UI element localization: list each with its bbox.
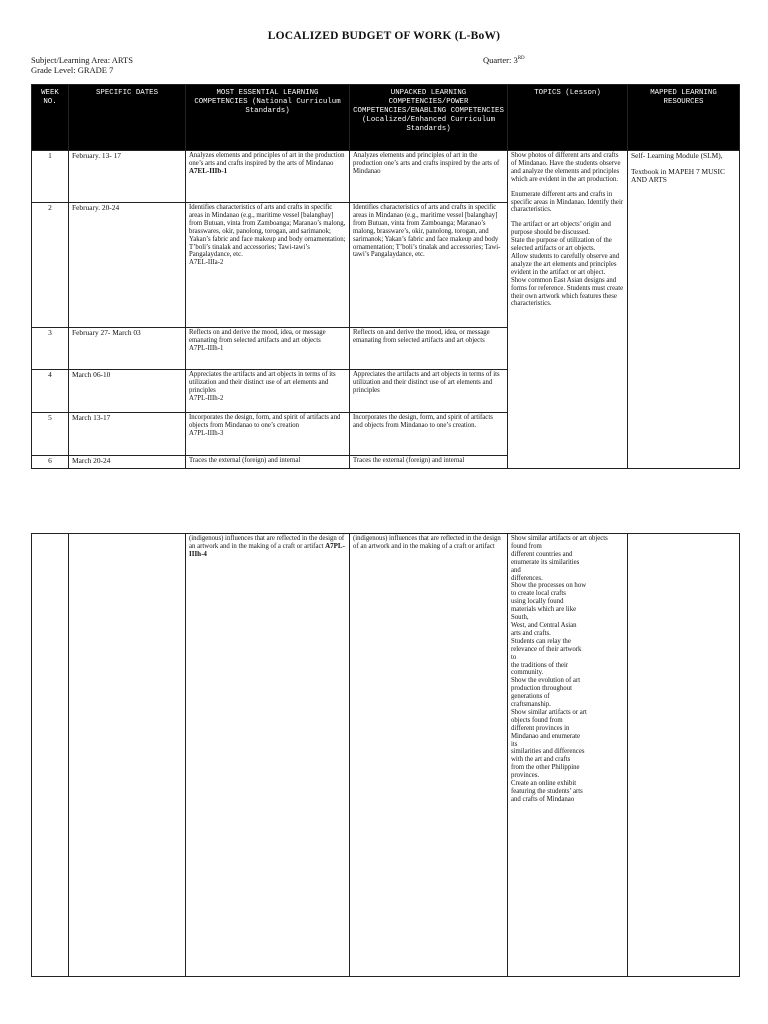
unpacked-cell: (indigenous) influences that are reflected in the design of an artwork and in the making of a craft or artifact — [350, 534, 508, 977]
topic-line: production throughout — [511, 685, 572, 693]
melc-cell: Reflects on and derive the mood, idea, or message emanating from selected artifacts and art objects A7PL-IIIh-1 — [186, 328, 350, 370]
topic-line: State the purpose of utilization of the selected artifacts or art objects. — [511, 237, 612, 253]
topic-line: using locally found — [511, 598, 564, 606]
topic-line: to create local crafts — [511, 590, 566, 598]
melc-cell: Traces the external (foreign) and internal — [186, 456, 350, 469]
unpacked-cell: Traces the external (foreign) and internal — [350, 456, 508, 469]
resources-cell — [628, 534, 740, 977]
topic-line: enumerate its similarities — [511, 558, 580, 566]
topic-line: community. — [511, 669, 544, 677]
topic-line: arts and crafts. — [511, 629, 551, 637]
resource-line: Self- Learning Module (SLM), — [631, 151, 723, 160]
topic-line: craftsmanship. — [511, 701, 551, 709]
topics-cell — [508, 151, 628, 469]
week-cell — [32, 534, 69, 977]
topic-line: Show similar artifacts or art — [511, 708, 587, 716]
topic-line: the traditions of their — [511, 661, 569, 669]
competency-code: A7PL-IIIh-1 — [189, 344, 224, 352]
quarter-label: Quarter: 3RD — [483, 55, 525, 65]
competency-code: A7EL-IIIb-1 — [189, 166, 228, 175]
topic-line: different countries and — [511, 550, 573, 558]
dates-cell: March 06-10 — [69, 370, 186, 413]
topic-line: similarities and differences — [511, 748, 585, 756]
unpacked-cell: Identifies characteristics of arts and crafts in specific areas in Mindanao (e.g., maritime vessel [balanghay] from Butuan, vinta from Zamboanga; Maranao’s malong, brassware’s, okir, panolong, torogan, and sarimanok; Yakan’s fabric and face makeup and body ornamentation; T’boli’s tinalak and accessories; Tawi-tawi’s Pangalaydance, etc. — [350, 203, 508, 328]
header-dates: SPECIFIC DATES — [69, 85, 186, 151]
topic-line — [511, 214, 624, 221]
topic-line: provinces. — [511, 772, 540, 780]
quarter-superscript: RD — [517, 56, 525, 62]
topic-line: Students can relay the — [511, 637, 571, 645]
header-topics: TOPICS (Lesson) — [508, 85, 628, 151]
topic-line: South, — [511, 614, 529, 622]
topic-line: Create an online exhibit — [511, 780, 577, 788]
header-row — [32, 85, 740, 151]
topic-line: generations of — [511, 693, 550, 701]
topic-line: relevance of their artwork — [511, 645, 582, 653]
week-cell: 1 — [32, 151, 69, 203]
topic-line: and — [511, 566, 521, 574]
topic-line: Show the evolution of art — [511, 677, 581, 685]
topic-line: Mindanao and enumerate — [511, 732, 581, 740]
topic-line: objects found from — [511, 716, 563, 724]
grade-label: Grade Level: GRADE 7 — [31, 65, 114, 75]
unpacked-cell: Incorporates the design, form, and spirit of artifacts and objects from Mindanao to one’s creation. — [350, 413, 508, 456]
topic-line: Show similar artifacts or art objects found from — [511, 535, 608, 550]
topic-line — [511, 184, 624, 191]
table-row — [32, 534, 740, 977]
topic-line: Allow students to carefully observe and analyze the art elements and principles evident in the artifact or art object. — [511, 252, 620, 276]
topic-line: from the other Philippine — [511, 764, 580, 772]
topic-line: The artifact or art objects’ origin and purpose should be discussed. — [511, 221, 611, 237]
budget-table — [31, 84, 740, 469]
competency-code: A7PL-IIIh-4 — [189, 541, 345, 558]
melc-cell: Incorporates the design, form, and spirit of artifacts and objects from Mindanao to one’s creation A7PL-IIIh-3 — [186, 413, 350, 456]
topic-line: West, and Central Asian — [511, 621, 577, 629]
topic-line: materials which are like — [511, 606, 577, 614]
melc-cell: (indigenous) influences that are reflected in the design of an artwork and in the making of a craft or artifact A7PL-IIIh-4 — [186, 534, 350, 977]
dates-cell: March 20-24 — [69, 456, 186, 469]
melc-cell: Analyzes elements and principles of art in the production one’s arts and crafts inspired by the arts of Mindanao A7EL-IIIb-1 — [186, 151, 350, 203]
week-cell: 4 — [32, 370, 69, 413]
topic-line: Enumerate different arts and crafts in specific areas in Mindanao. Identify their characteristics. — [511, 190, 624, 214]
resource-line: Textbook in MAPEH 7 MUSIC AND ARTS — [631, 166, 725, 184]
resources-cell — [628, 151, 740, 469]
unpacked-cell: Appreciates the artifacts and art objects in terms of its utilization and their distinct use of art elements and principles — [350, 370, 508, 413]
week-cell: 3 — [32, 328, 69, 370]
header-resources: MAPPED LEARNING RESOURCES — [628, 85, 740, 151]
budget-table-continued — [31, 533, 740, 977]
topic-line: different provinces in — [511, 724, 570, 732]
topic-line: Show common East Asian designs and forms for reference. Students must create their own artwork which features these characteristics. — [511, 276, 624, 308]
week-cell: 6 — [32, 456, 69, 469]
topic-line: Show photos of different arts and crafts of Mindanao. Have the students observe and analyze the elements and principles which are evident in the art production. — [511, 152, 621, 183]
dates-cell: February. 13- 17 — [69, 151, 186, 203]
topic-line: and crafts of Mindanao — [511, 795, 575, 803]
week-cell: 5 — [32, 413, 69, 456]
header-unpacked: UNPACKED LEARNING COMPETENCIES/POWER COMPETENCIES/ENABLING COMPETENCIES (Localized/Enhanced Curriculum Standards) — [350, 85, 508, 151]
topic-line: its — [511, 740, 518, 748]
competency-code: A7PL-IIIh-2 — [189, 394, 224, 402]
subject-label: Subject/Learning Area: ARTS — [31, 55, 133, 65]
topic-line: with the art and crafts — [511, 756, 571, 764]
topic-line: featuring the students’ arts — [511, 788, 583, 795]
table-row — [32, 151, 740, 203]
header-melc: MOST ESSENTIAL LEARNING COMPETENCIES (National Curriculum Standards) — [186, 85, 350, 151]
topic-line: Show the processes on how — [511, 582, 587, 590]
melc-cell: Identifies characteristics of arts and crafts in specific areas in Mindanao (e.g., maritime vessel [balanghay] from Butuan, vinta from Zamboanga; Maranao’s malong, brasswares, okir, panolong, torogan, and sarimanok; Yakan’s fabric and face makeup and body ornamentation; T’boli’s tinalak and accessories; Tawi-tawi’s Pangalaydance, etc. A7EL-IIIa-2 — [186, 203, 350, 328]
topics-cell — [508, 534, 628, 977]
week-cell: 2 — [32, 203, 69, 328]
header-week: WEEK NO. — [32, 85, 69, 151]
dates-cell: March 13-17 — [69, 413, 186, 456]
melc-cell: Appreciates the artifacts and art objects in terms of its utilization and their distinct use of art elements and principles A7PL-IIIh-2 — [186, 370, 350, 413]
document-title: LOCALIZED BUDGET OF WORK (L-BoW) — [267, 30, 501, 42]
dates-cell — [69, 534, 186, 977]
unpacked-cell: Analyzes elements and principles of art in the production one’s arts and crafts inspired by the arts of Mindanao — [350, 151, 508, 203]
competency-code: A7PL-IIIh-3 — [189, 429, 224, 437]
topic-line: differences. — [511, 574, 543, 582]
competency-code: A7EL-IIIa-2 — [189, 259, 224, 267]
unpacked-cell: Reflects on and derive the mood, idea, or message emanating from selected artifacts and art objects — [350, 328, 508, 370]
dates-cell: February 27- March 03 — [69, 328, 186, 370]
dates-cell: February. 20-24 — [69, 203, 186, 328]
topic-line: to — [511, 653, 517, 661]
